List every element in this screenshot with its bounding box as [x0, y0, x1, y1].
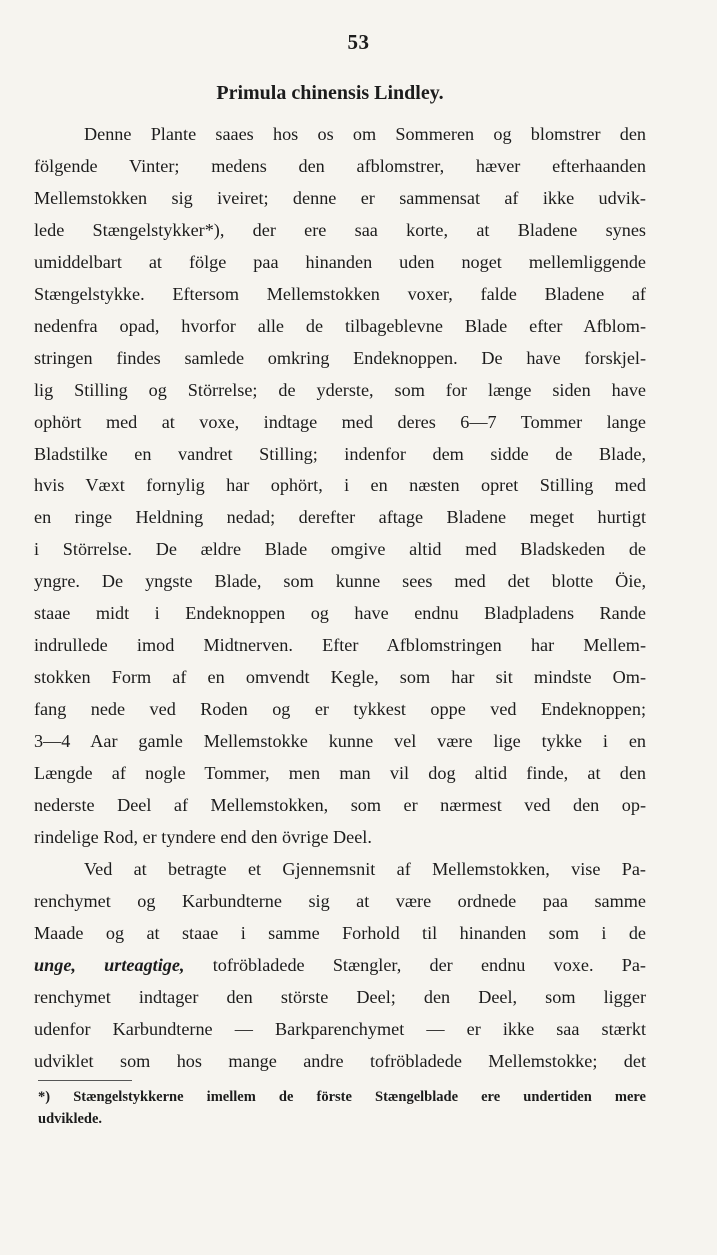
text-line: Ved at betragte et Gjennemsnit af Mellemstokken, vise Pa- [84, 858, 646, 879]
text-line: renchymet indtager den störste Deel; den Deel, som ligger [34, 986, 646, 1007]
text-line: Bladstilke en vandret Stilling; indenfor dem sidde de Blade, [34, 443, 646, 464]
text-line: rindelige Rod, er tyndere end den övrige Deel. [34, 826, 372, 847]
footnote [38, 1086, 646, 1130]
text-line: Længde af nogle Tommer, men man vil dog altid finde, at den [34, 763, 646, 784]
text-line [34, 950, 646, 982]
text-line: renchymet og Karbundterne sig at være ordnede paa samme [34, 890, 646, 911]
text-line: Stængelstykke. Eftersom Mellemstokken voxer, falde Bladene af [34, 283, 646, 304]
text-line-rest: tofröbladede Stængler, der endnu voxe. Pa- [184, 954, 646, 975]
text-line: ophört med at voxe, indtage med deres 6—7 Tommer lange [34, 411, 646, 432]
italic-terms: unge, urteagtige, [34, 954, 185, 975]
text-line: 3—4 Aar gamle Mellemstokke kunne vel være lige tykke i en [34, 731, 646, 752]
text-line: udenfor Karbundterne — Barkparenchymet — er ikke saa stærkt [34, 1018, 646, 1039]
body-text [34, 119, 646, 1078]
paragraph-1 [34, 119, 646, 854]
footnote-divider [38, 1080, 132, 1081]
text-line: nedenfra opad, hvorfor alle de tilbageblevne Blade efter Afblom- [34, 315, 646, 336]
text-line: staae midt i Endeknoppen og have endnu Bladpladens Rande [34, 603, 646, 624]
section-title: Primula chinensis Lindley. [216, 82, 444, 104]
text-line: udviklet som hos mange andre tofröbladede Mellemstokke; det [34, 1050, 646, 1071]
text-line: lede Stængelstykker*), der ere saa korte, at Bladene synes [34, 219, 646, 240]
text-line: nederste Deel af Mellemstokken, som er nærmest ved den op- [34, 795, 646, 816]
footnote-line: udviklede. [38, 1111, 103, 1127]
text-line: lig Stilling og Störrelse; de yderste, som for længe siden have [34, 379, 646, 400]
text-line: i Störrelse. De ældre Blade omgive altid med Bladskeden de [34, 539, 646, 560]
text-line: umiddelbart at fölge paa hinanden uden noget mellemliggende [34, 251, 646, 272]
text-line: stringen findes samlede omkring Endeknoppen. De have forskjel- [34, 347, 646, 368]
text-line: hvis Væxt fornylig har ophört, i en næsten opret Stilling med [34, 475, 646, 496]
text-line: yngre. De yngste Blade, som kunne sees med det blotte Öie, [34, 571, 646, 592]
text-line: fang nede ved Roden og er tykkest oppe ved Endeknoppen; [34, 699, 646, 720]
text-line: Mellemstokken sig iveiret; denne er sammensat af ikke udvik- [34, 187, 646, 208]
text-line: indrullede imod Midtnerven. Efter Afblomstringen har Mellem- [34, 635, 646, 656]
text-line: Denne Plante saaes hos os om Sommeren og blomstrer den [84, 124, 646, 144]
text-line: Maade og at staae i samme Forhold til hinanden som i de [34, 922, 646, 943]
footnote-line: *) Stængelstykkerne imellem de förste Stængelblade ere undertiden mere [38, 1089, 646, 1105]
text-line: en ringe Heldning nedad; derefter aftage Bladene meget hurtigt [34, 507, 646, 528]
paragraph-2 [34, 854, 646, 1078]
text-line: stokken Form af en omvendt Kegle, som har sit mindste Om- [34, 667, 646, 688]
page-number: 53 [347, 30, 370, 54]
text-line: fölgende Vinter; medens den afblomstrer, hæver efterhaanden [34, 155, 646, 176]
